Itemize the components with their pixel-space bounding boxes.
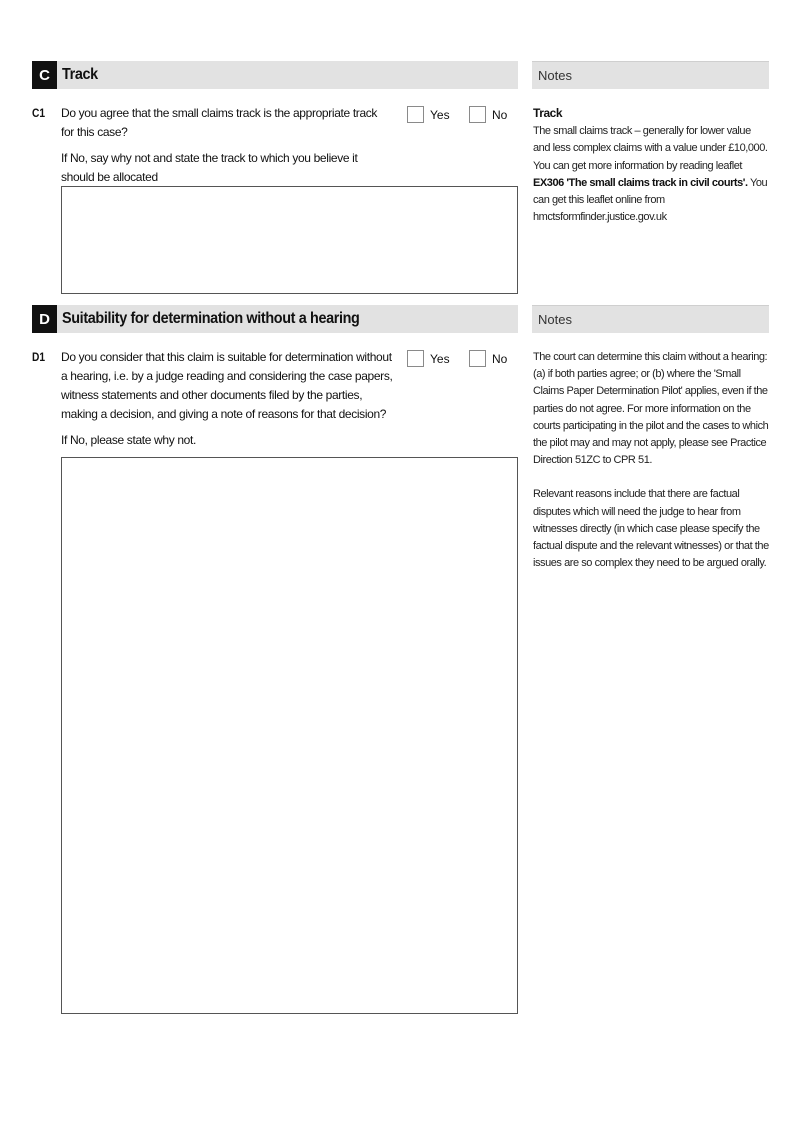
d1-no-label: No xyxy=(492,351,508,366)
section-d-notes xyxy=(533,349,769,589)
c1-answer-textbox[interactable] xyxy=(61,186,518,294)
track-note-text-1: The small claims track – generally for lower value and less complex claims with a value under £10,000. You can get more information by reading leaflet xyxy=(533,125,768,172)
section-d-notes-header: Notes xyxy=(532,305,769,333)
section-d-header xyxy=(32,305,518,333)
d1-yes-checkbox[interactable] xyxy=(407,350,424,367)
section-c-header xyxy=(32,61,518,89)
suitability-note-paragraph-2: Relevant reasons include that there are factual disputes which will need the judge to hear from witnesses directly (in which case please specify the factual dispute and the relevant witnesses) or that the issues are so complex they need to be argued orally. xyxy=(533,488,769,570)
question-d1-followup: If No, please state why not. xyxy=(61,433,196,447)
c1-no-option[interactable] xyxy=(469,106,507,123)
question-d1-text xyxy=(61,348,396,457)
track-note-leaflet-title: EX306 'The small claims track in civil courts'. xyxy=(533,176,748,189)
track-note-text-2: You can get this leaflet online from hmctsformfinder.justice.gov.uk xyxy=(533,176,768,224)
question-c1-number: C1 xyxy=(32,106,46,120)
question-d1-question: Do you consider that this claim is suitable for determination without a hearing, i.e. by a judge reading and considering the case papers, witness statements and other documents filed by the parties, making a decision, and giving a note of reasons for that decision? xyxy=(61,350,393,421)
section-c-notes xyxy=(533,105,769,226)
d1-yes-option[interactable] xyxy=(407,350,450,367)
section-d-letter: D xyxy=(32,305,57,333)
track-note-body xyxy=(533,123,769,226)
suitability-note-paragraph-1: The court can determine this claim without a hearing: (a) if both parties agree; or (b) where the 'Small Claims Paper Determination Pilot' applies, even if the parties do not agree. For more information on the courts participating in the pilot and the cases to which the pilot may and may not apply, please see Practice Direction 51ZC to CPR 51. xyxy=(533,351,769,467)
c1-yes-option[interactable] xyxy=(407,106,450,123)
d1-answer-textbox[interactable] xyxy=(61,457,518,1014)
c1-no-label: No xyxy=(492,107,508,122)
section-c-title: Track xyxy=(62,66,98,83)
d1-no-checkbox[interactable] xyxy=(469,350,486,367)
question-d1-number: D1 xyxy=(32,350,46,364)
c1-yes-label: Yes xyxy=(430,107,450,122)
c1-yes-checkbox[interactable] xyxy=(407,106,424,123)
d1-yes-label: Yes xyxy=(430,351,450,366)
question-c1-followup: If No, say why not and state the track to which you believe it should be allocated xyxy=(61,151,358,184)
question-c1-question: Do you agree that the small claims track is the appropriate track for this case? xyxy=(61,106,378,139)
c1-no-checkbox[interactable] xyxy=(469,106,486,123)
section-c-letter: C xyxy=(32,61,57,89)
track-note-heading: Track xyxy=(533,106,563,120)
d1-no-option[interactable] xyxy=(469,350,507,367)
section-d-title: Suitability for determination without a hearing xyxy=(62,310,360,327)
question-c1-text xyxy=(61,104,391,194)
section-c-notes-header: Notes xyxy=(532,61,769,89)
